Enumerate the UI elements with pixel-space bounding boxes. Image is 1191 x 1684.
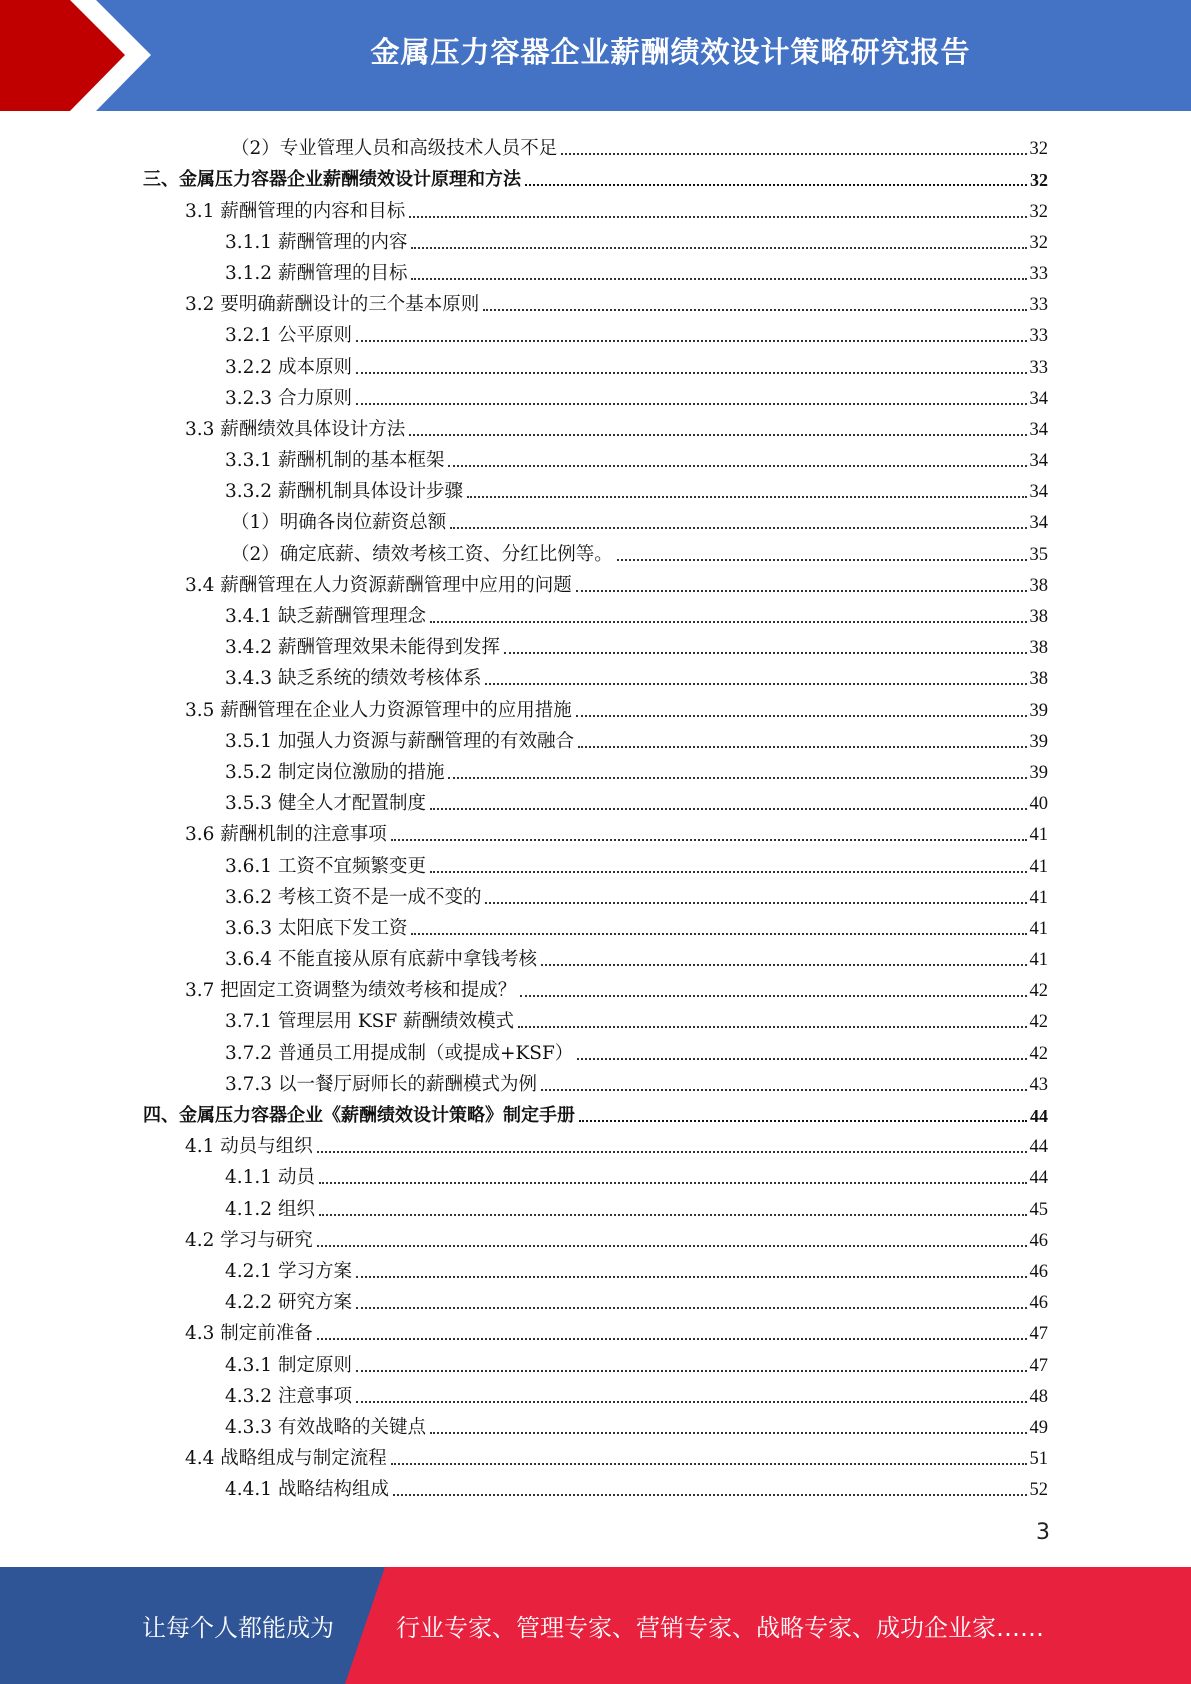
toc-entry-title: 3.1.2 薪酬管理的目标 — [225, 262, 408, 284]
toc-dot-leader — [409, 433, 1026, 436]
toc-entry-page: 38 — [1029, 575, 1048, 596]
toc-entry[interactable] — [143, 1158, 1048, 1189]
toc-entry-page: 32 — [1030, 170, 1048, 191]
toc-entry-page: 32 — [1029, 139, 1048, 160]
toc-entry-title: 3.5 薪酬管理在企业人力资源管理中的应用措施 — [185, 699, 572, 721]
toc-entry[interactable] — [143, 690, 1048, 721]
toc-dot-leader — [356, 1400, 1027, 1403]
toc-entry[interactable] — [143, 722, 1048, 753]
toc-entry[interactable] — [143, 534, 1048, 565]
toc-dot-leader — [411, 277, 1026, 280]
toc-entry[interactable] — [143, 940, 1048, 971]
toc-dot-leader — [485, 901, 1026, 904]
toc-entry-page: 40 — [1029, 794, 1048, 815]
toc-entry-page: 34 — [1029, 419, 1048, 440]
toc-entry[interactable] — [143, 1189, 1048, 1220]
toc-entry-page: 39 — [1029, 700, 1048, 721]
toc-entry[interactable] — [143, 846, 1048, 877]
toc-entry-title: 3.2.1 公平原则 — [225, 325, 352, 347]
header-chevron-decoration — [0, 0, 160, 111]
toc-entry[interactable] — [143, 878, 1048, 909]
toc-entry[interactable] — [143, 1033, 1048, 1064]
toc-entry-page: 44 — [1029, 1137, 1048, 1158]
toc-dot-leader — [319, 1181, 1027, 1184]
toc-entry-title: 3.5.1 加强人力资源与薪酬管理的有效融合 — [225, 730, 574, 752]
toc-entry-title: 3.6 薪酬机制的注意事项 — [185, 824, 387, 846]
toc-entry-title: 3.4.1 缺乏薪酬管理理念 — [225, 606, 426, 627]
toc-entry[interactable] — [143, 379, 1048, 410]
toc-entry-title: 4.3 制定前准备 — [185, 1323, 313, 1345]
toc-entry-page: 33 — [1029, 295, 1048, 316]
toc-entry-page: 42 — [1029, 981, 1048, 1002]
toc-entry-page: 43 — [1029, 1074, 1048, 1095]
toc-entry[interactable] — [143, 160, 1048, 191]
toc-entry-title: 3.2 要明确薪酬设计的三个基本原则 — [185, 294, 480, 316]
toc-entry-page: 41 — [1029, 856, 1048, 877]
toc-entry[interactable] — [143, 1002, 1048, 1033]
toc-dot-leader — [504, 651, 1027, 654]
toc-dot-leader — [430, 1431, 1027, 1434]
toc-dot-leader — [448, 464, 1026, 467]
toc-entry[interactable] — [143, 1096, 1048, 1127]
toc-entry-title: 4.3.1 制定原则 — [225, 1354, 352, 1376]
toc-entry-page: 41 — [1029, 887, 1048, 908]
toc-entry[interactable] — [143, 597, 1048, 628]
toc-dot-leader — [356, 1369, 1027, 1372]
toc-entry-title: 4.4 战略组成与制定流程 — [185, 1448, 387, 1470]
toc-dot-leader — [391, 1462, 1027, 1465]
toc-dot-leader — [579, 1119, 1027, 1122]
toc-entry[interactable] — [143, 472, 1048, 503]
toc-dot-leader — [317, 1244, 1027, 1247]
toc-dot-leader — [409, 215, 1026, 218]
toc-entry[interactable] — [143, 316, 1048, 347]
toc-entry-title: 3.6.2 考核工资不是一成不变的 — [225, 886, 482, 908]
toc-entry[interactable] — [143, 254, 1048, 285]
toc-entry-page: 46 — [1029, 1230, 1048, 1251]
toc-dot-leader — [411, 246, 1026, 249]
toc-entry-title: （2）确定底薪、绩效考核工资、分红比例等。 — [231, 543, 613, 565]
toc-entry-page: 34 — [1029, 513, 1048, 534]
toc-entry-page: 35 — [1029, 544, 1048, 565]
toc-entry-title: 3.7.3 以一餐厅厨师长的薪酬模式为例 — [225, 1073, 537, 1095]
toc-entry-title: 3.3.1 薪酬机制的基本框架 — [225, 450, 445, 472]
table-of-contents — [143, 129, 1048, 1501]
page-header — [0, 0, 1191, 111]
toc-entry-page: 39 — [1029, 731, 1048, 752]
toc-entry-title: 4.2 学习与研究 — [185, 1229, 313, 1251]
toc-entry[interactable] — [143, 1283, 1048, 1314]
toc-entry-title: 3.7.1 管理层用 KSF 薪酬绩效模式 — [225, 1011, 515, 1033]
toc-dot-leader — [467, 495, 1027, 498]
toc-dot-leader — [617, 558, 1027, 561]
toc-dot-leader — [356, 1275, 1027, 1278]
toc-entry-page: 33 — [1029, 357, 1048, 378]
toc-entry-page: 48 — [1029, 1386, 1048, 1407]
footer-slogan-left: 让每个人都能成为 — [142, 1614, 334, 1642]
toc-entry[interactable] — [143, 1127, 1048, 1158]
toc-entry[interactable] — [143, 1345, 1048, 1376]
toc-entry-title: 4.3.3 有效战略的关键点 — [225, 1416, 426, 1438]
toc-entry-page: 38 — [1029, 638, 1048, 659]
toc-dot-leader — [577, 1057, 1026, 1060]
toc-entry-title: （1）明确各岗位薪资总额 — [231, 512, 447, 534]
toc-entry-title: （2）专业管理人员和高级技术人员不足 — [231, 138, 558, 160]
toc-entry-title: 4.2.1 学习方案 — [225, 1260, 352, 1282]
toc-entry-title: 4.1 动员与组织 — [185, 1136, 313, 1158]
toc-entry-title: 3.5.2 制定岗位激励的措施 — [225, 761, 445, 783]
toc-entry-page: 47 — [1029, 1324, 1048, 1345]
toc-entry-page: 42 — [1029, 1043, 1048, 1064]
toc-dot-leader — [525, 183, 1027, 186]
toc-entry-title: 3.2.3 合力原则 — [225, 387, 352, 409]
toc-entry-title: 3.1 薪酬管理的内容和目标 — [185, 200, 406, 222]
toc-entry-page: 41 — [1029, 825, 1048, 846]
toc-entry-title: 4.1.1 动员 — [225, 1167, 315, 1189]
toc-entry-page: 41 — [1029, 950, 1048, 971]
toc-dot-leader — [393, 1493, 1027, 1496]
toc-dot-leader — [541, 963, 1027, 966]
toc-entry-page: 41 — [1029, 918, 1048, 939]
toc-entry-title: 4.2.2 研究方案 — [225, 1292, 352, 1314]
page-footer — [0, 1567, 1191, 1684]
toc-entry[interactable] — [143, 909, 1048, 940]
toc-entry[interactable] — [143, 1377, 1048, 1408]
toc-entry-page: 52 — [1029, 1480, 1048, 1501]
toc-entry-title: 四、金属压力容器企业《薪酬绩效设计策略》制定手册 — [143, 1105, 575, 1126]
toc-dot-leader — [578, 745, 1027, 748]
toc-entry-title: 3.5.3 健全人才配置制度 — [225, 793, 426, 815]
toc-entry-title: 3.4.3 缺乏系统的绩效考核体系 — [225, 668, 482, 690]
toc-entry[interactable] — [143, 753, 1048, 784]
toc-dot-leader — [391, 838, 1027, 841]
toc-entry-page: 51 — [1029, 1449, 1048, 1470]
toc-dot-leader — [317, 1150, 1027, 1153]
toc-entry-page: 44 — [1029, 1168, 1048, 1189]
toc-dot-leader — [319, 1213, 1027, 1216]
toc-entry-title: 4.3.2 注意事项 — [225, 1385, 352, 1407]
toc-entry[interactable] — [143, 410, 1048, 441]
toc-dot-leader — [561, 152, 1026, 155]
toc-entry[interactable] — [143, 285, 1048, 316]
toc-entry[interactable] — [143, 1314, 1048, 1345]
toc-dot-leader — [430, 620, 1027, 623]
toc-entry-page: 38 — [1029, 669, 1048, 690]
toc-dot-leader — [317, 1337, 1027, 1340]
toc-dot-leader — [485, 682, 1026, 685]
toc-entry[interactable] — [143, 223, 1048, 254]
toc-entry-title: 4.1.2 组织 — [225, 1198, 315, 1220]
toc-entry-page: 32 — [1029, 201, 1048, 222]
toc-entry[interactable] — [143, 628, 1048, 659]
toc-dot-leader — [356, 339, 1027, 342]
toc-entry[interactable] — [143, 347, 1048, 378]
toc-dot-leader — [411, 932, 1026, 935]
toc-entry[interactable] — [143, 659, 1048, 690]
toc-dot-leader — [430, 870, 1027, 873]
toc-entry-page: 46 — [1029, 1261, 1048, 1282]
toc-entry-title: 3.2.2 成本原则 — [225, 356, 352, 378]
toc-entry[interactable] — [143, 566, 1048, 597]
toc-entry-page: 45 — [1029, 1199, 1048, 1220]
toc-entry[interactable] — [143, 1470, 1048, 1501]
toc-dot-leader — [450, 526, 1026, 529]
toc-entry-title: 3.3.2 薪酬机制具体设计步骤 — [225, 481, 463, 503]
toc-entry-page: 33 — [1029, 263, 1048, 284]
toc-entry[interactable] — [143, 971, 1048, 1002]
toc-entry[interactable] — [143, 1252, 1048, 1283]
toc-entry-title: 3.7.2 普通员工用提成制（或提成+KSF） — [225, 1042, 574, 1064]
toc-entry-title: 3.3 薪酬绩效具体设计方法 — [185, 418, 406, 440]
toc-entry[interactable] — [143, 441, 1048, 472]
toc-entry-title: 4.4.1 战略结构组成 — [225, 1479, 389, 1501]
toc-entry[interactable] — [143, 503, 1048, 534]
toc-entry-title: 3.6.3 太阳底下发工资 — [225, 917, 408, 939]
toc-entry[interactable] — [143, 191, 1048, 222]
toc-entry[interactable] — [143, 1408, 1048, 1439]
toc-dot-leader — [520, 994, 1026, 997]
toc-entry-title: 3.4.2 薪酬管理效果未能得到发挥 — [225, 637, 500, 659]
toc-dot-leader — [448, 776, 1026, 779]
toc-dot-leader — [483, 308, 1026, 311]
footer-slogan-right: 行业专家、管理专家、营销专家、战略专家、成功企业家…… — [396, 1614, 1044, 1642]
page-number: 3 — [1036, 1520, 1050, 1545]
toc-entry-page: 34 — [1029, 451, 1048, 472]
toc-entry-page: 34 — [1029, 388, 1048, 409]
document-title: 金属压力容器企业薪酬绩效设计策略研究报告 — [370, 34, 971, 69]
toc-entry-page: 34 — [1029, 482, 1048, 503]
toc-entry-page: 47 — [1029, 1355, 1048, 1376]
toc-entry[interactable] — [143, 1439, 1048, 1470]
toc-dot-leader — [430, 807, 1027, 810]
toc-entry-title: 3.7 把固定工资调整为绩效考核和提成？ — [185, 980, 517, 1002]
toc-entry[interactable] — [143, 784, 1048, 815]
toc-entry-title: 3.4 薪酬管理在人力资源薪酬管理中应用的问题 — [185, 574, 572, 596]
toc-entry-page: 38 — [1029, 607, 1048, 627]
toc-entry-title: 3.6.1 工资不宜频繁变更 — [225, 855, 426, 877]
toc-entry-page: 46 — [1029, 1293, 1048, 1314]
toc-entry-page: 42 — [1029, 1012, 1048, 1033]
toc-entry[interactable] — [143, 1065, 1048, 1096]
toc-entry-page: 32 — [1029, 232, 1048, 253]
toc-entry-title: 3.6.4 不能直接从原有底薪中拿钱考核 — [225, 949, 537, 971]
toc-entry-page: 39 — [1029, 762, 1048, 783]
toc-entry-title: 3.1.1 薪酬管理的内容 — [225, 231, 408, 253]
toc-dot-leader — [541, 1088, 1027, 1091]
toc-entry-title: 三、金属压力容器企业薪酬绩效设计原理和方法 — [143, 169, 521, 191]
toc-entry-page: 49 — [1029, 1417, 1048, 1438]
toc-dot-leader — [576, 714, 1027, 717]
toc-dot-leader — [356, 371, 1027, 374]
toc-dot-leader — [576, 589, 1027, 592]
toc-dot-leader — [356, 402, 1027, 405]
toc-dot-leader — [356, 1306, 1027, 1309]
toc-entry-page: 44 — [1030, 1106, 1048, 1126]
toc-entry[interactable] — [143, 815, 1048, 846]
toc-dot-leader — [518, 1025, 1026, 1028]
toc-entry[interactable] — [143, 129, 1048, 160]
toc-entry-page: 33 — [1029, 326, 1048, 347]
toc-entry[interactable] — [143, 1221, 1048, 1252]
